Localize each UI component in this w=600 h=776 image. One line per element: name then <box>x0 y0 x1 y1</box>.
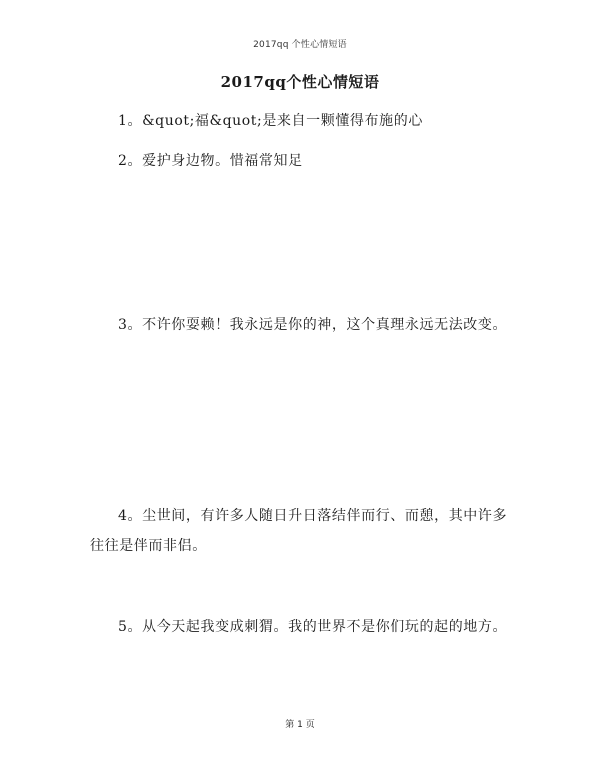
document-title: 2017qq个性心情短语 <box>220 73 380 91</box>
paragraph-2: 2。爱护身边物。惜福常知足 <box>118 153 303 169</box>
paragraph-1: 1。&quot;福&quot;是来自一颗懂得布施的心 <box>118 113 423 129</box>
paragraph-3: 3。不许你耍赖！我永远是你的神，这个真理永远无法改变。 <box>118 317 508 333</box>
paragraph-4: 4。尘世间，有许多人随日升日落结伴而行、而憩，其中许多往往是伴而非侣。 <box>90 508 508 554</box>
paragraph-5: 5。从今天起我变成刺猬。我的世界不是你们玩的起的地方。 <box>118 619 508 635</box>
page-number: 第 1 页 <box>285 720 315 730</box>
page-header: 2017qq 个性心情短语 <box>253 40 347 50</box>
